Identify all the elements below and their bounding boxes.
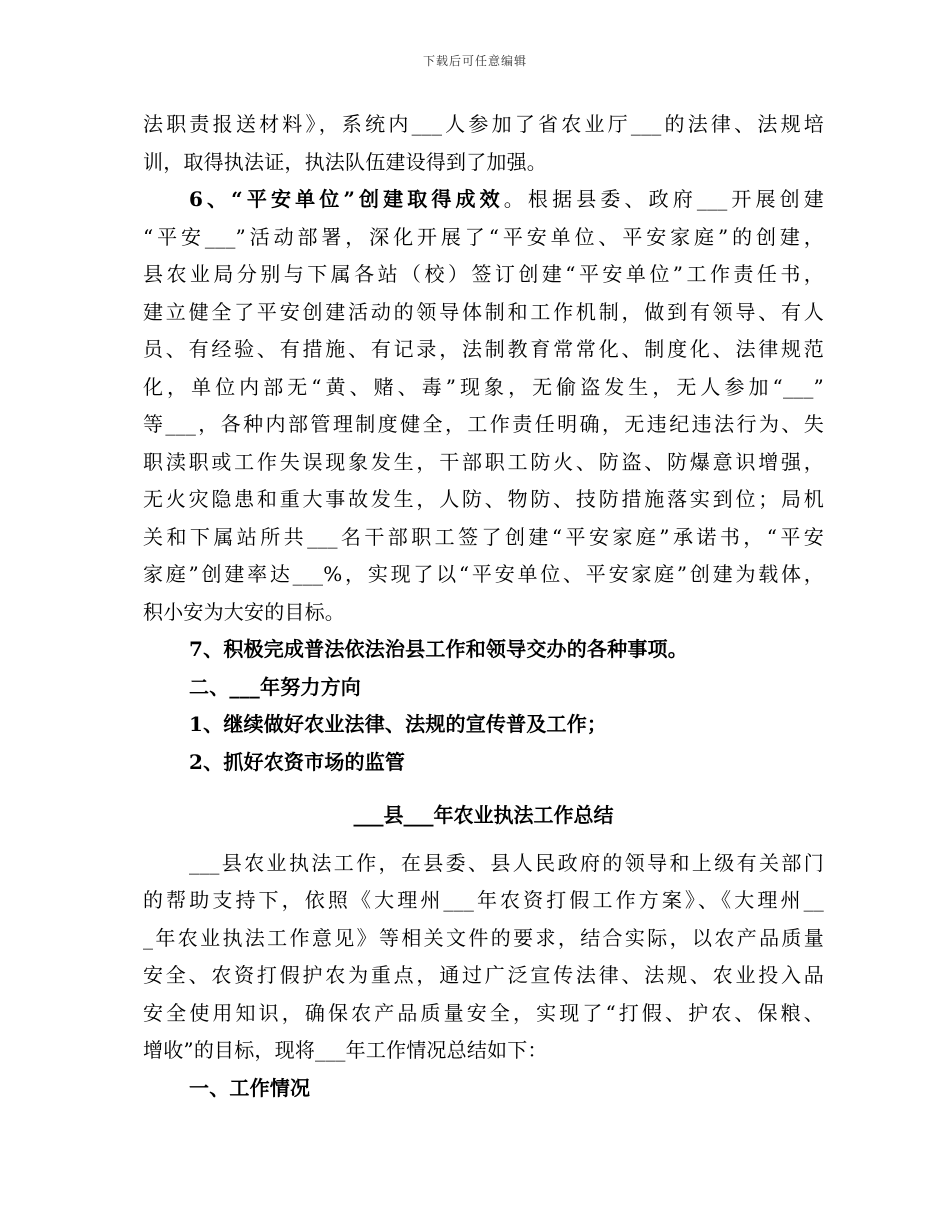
text-line: “平安___”活动部署，深化开展了“平安单位、平安家庭”的创建， xyxy=(143,224,824,249)
section-heading: 一、工作情况 xyxy=(189,1075,311,1100)
page-header-note: 下载后可任意编辑 xyxy=(422,54,527,68)
document-body xyxy=(143,106,824,1107)
section-heading: 7、积极完成普法依法治县工作和领导交办的各种事项。 xyxy=(189,637,688,661)
text-line: 安全、农资打假护农为重点，通过广泛宣传法律、法规、农业投入品 xyxy=(143,963,824,987)
text-line: 等___，各种内部管理制度健全，工作责任明确，无违纪违法行为、失 xyxy=(143,412,824,436)
text-line: 县农业局分别与下属各站（校）签订创建“平安单位”工作责任书， xyxy=(143,262,824,286)
document-title: ___县___年农业执法工作总结 xyxy=(353,803,614,827)
text-line xyxy=(143,181,824,219)
text-line: _年农业执法工作意见》等相关文件的要求，结合实际，以农产品质量 xyxy=(143,925,824,950)
text-line: 法职责报送材料》，系统内___人参加了省农业厅___的法律、法规培 xyxy=(143,112,824,136)
text-line: 的帮助支持下，依照《大理州___年农资打假工作方案》、《大理州__ xyxy=(143,888,824,912)
paragraph-intro xyxy=(143,845,824,1070)
paragraph-safe-unit xyxy=(143,181,824,631)
text-line: 无火灾隐患和重大事故发生，人防、物防、技防措施落实到位；局机 xyxy=(143,487,824,511)
text-line: 职渎职或工作失误现象发生，干部职工防火、防盗、防爆意识增强， xyxy=(143,449,824,474)
section-heading: 2、抓好农资市场的监管 xyxy=(189,749,406,774)
paragraph-training xyxy=(143,106,824,181)
section-heading: 二、___年努力方向 xyxy=(189,674,361,699)
text-line: 家庭”创建率达___%，实现了以“平安单位、平安家庭”创建为载体， xyxy=(143,562,824,586)
text-line: 积小安为大安的目标。 xyxy=(143,599,345,624)
text-line: 员、有经验、有措施、有记录，法制教育常常化、制度化、法律规范 xyxy=(143,337,824,361)
text-line: ___县农业执法工作，在县委、县人民政府的领导和上级有关部门 xyxy=(189,850,824,875)
text-line: 化，单位内部无“黄、赌、毒”现象，无偷盗发生，无人参加“___” xyxy=(143,374,824,399)
text-line: 关和下属站所共___名干部职工签了创建“平安家庭”承诺书，“平安 xyxy=(143,524,824,549)
text-line: 训，取得执法证，执法队伍建设得到了加强。 xyxy=(143,149,547,174)
text-line: 安全使用知识，确保农产品质量安全，实现了“打假、护农、保粮、 xyxy=(143,1000,824,1025)
section-heading: 1、继续做好农业法律、法规的宣传普及工作； xyxy=(189,712,608,736)
text-run: 。根据县委、政府___开展创建 xyxy=(503,187,824,211)
text-line: 建立健全了平安创建活动的领导体制和工作机制，做到有领导、有人 xyxy=(143,299,824,324)
text-line: 增收”的目标，现将___年工作情况总结如下： xyxy=(143,1038,548,1062)
section-heading: 6、“平安单位”创建取得成效 xyxy=(189,187,504,211)
